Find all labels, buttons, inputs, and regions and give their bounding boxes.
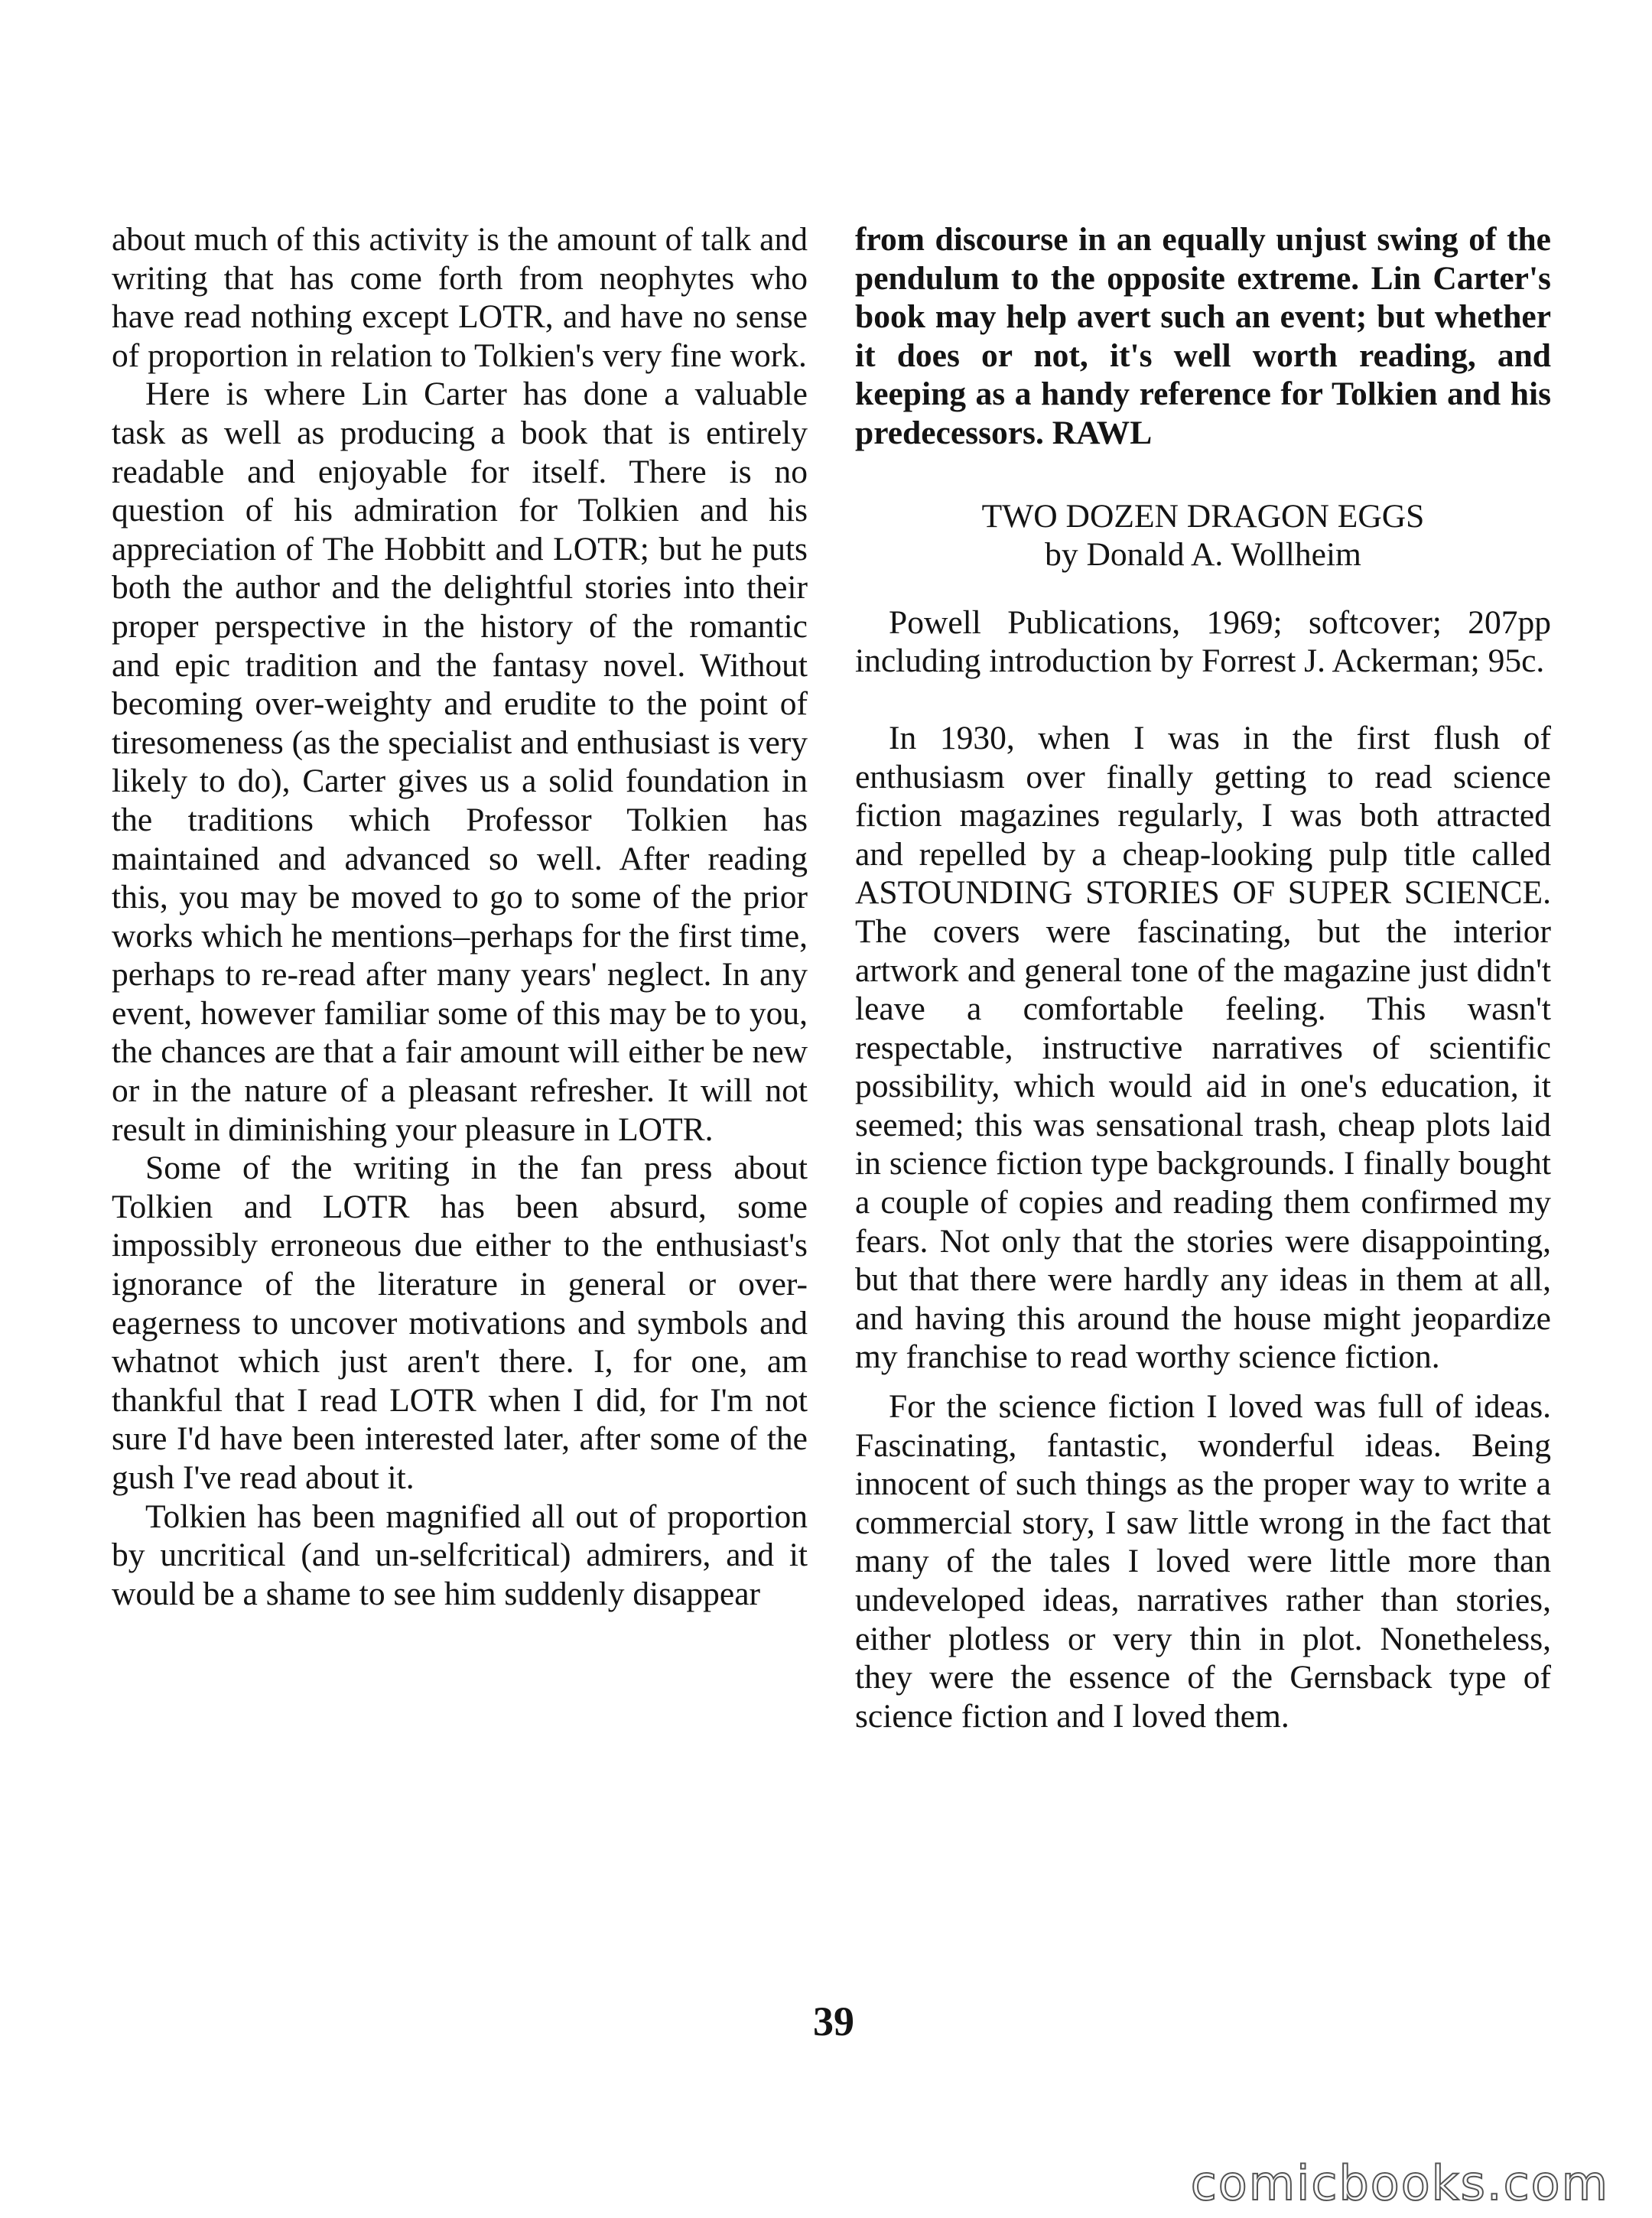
watermark: comicbooks.com	[1190, 2155, 1609, 2211]
right-paragraph-1: from discourse in an equally unjust swing of the pendulum to the opposite extreme. Lin Carter's book may help avert such an event; but whether it does or not, it's well worth reading, and keeping as a handy reference for Tolkien and his predecessors. RAWL	[855, 221, 1551, 451]
publication-info: Powell Publications, 1969; softcover; 207pp including introduction by Forrest J. Ackerman; 95c.	[855, 603, 1551, 680]
right-paragraph-2: In 1930, when I was in the first flush of enthusiasm over finally getting to read science fiction magazines regularly, I was both attracted and repelled by a cheap-looking pulp title called ASTOUNDING STORIES OF SUPER SCIENCE. The covers were fascinating, but the interior artwork and general tone of the magazine just didn't leave a comfortable feeling. This wasn't respectable, instructive narratives of scientific possibility, which would aid in one's education, it seemed; this was sensational trash, cheap plots laid in science fiction type backgrounds. I finally bought a couple of copies and reading them confirmed my fears. Not only that the stories were disappointing, but that there were hardly any ideas in them at all, and having this around the house might jeopardize my franchise to read worthy science fiction.	[855, 719, 1551, 1376]
left-paragraph-4: Tolkien has been magnified all out of proportion by uncritical (and un-selfcritical) admirers, and it would be a shame to see him suddenly disappear	[112, 1498, 808, 1612]
right-column	[855, 220, 1551, 1735]
left-paragraph-3: Some of the writing in the fan press about Tolkien and LOTR has been absurd, some impossibly erroneous due either to the enthusiast's ignorance of the literature in general or over-eagerness to uncover motivations and symbols and whatnot which just aren't there. I, for one, am thankful that I read LOTR when I did, for I'm not sure I'd have been interested later, after some of the gush I've read about it.	[112, 1150, 808, 1496]
left-column	[112, 220, 808, 1613]
review-title: TWO DOZEN DRAGON EGGS	[981, 497, 1425, 535]
review-heading	[855, 497, 1551, 574]
left-paragraph-2: Here is where Lin Carter has done a valuable task as well as producing a book that is entirely readable and enjoyable for itself. There is no question of his admiration for Tolkien and his appreciation of The Hobbitt and LOTR; but he puts both the author and the delightful stories into their proper perspective in the history of the romantic and epic tradition and the fantasy novel. Without becoming over-weighty and erudite to the point of tiresomeness (as the specialist and enthusiast is very likely to do), Carter gives us a solid foundation in the traditions which Professor Tolkien has maintained and advanced so well. After reading this, you may be moved to go to some of the prior works which he mentions–perhaps for the first time, perhaps to re-read after many years' neglect. In any event, however familiar some of this may be to you, the chances are that a fair amount will either be new or in the nature of a pleasant refresher. It will not result in diminishing your pleasure in LOTR.	[112, 376, 808, 1148]
left-paragraph-1: about much of this activity is the amount of talk and writing that has come forth from neophytes who have read nothing except LOTR, and have no sense of proportion in relation to Tolkien's very fine work.	[112, 221, 808, 374]
right-paragraph-3: For the science fiction I loved was full of ideas. Fascinating, fantastic, wonderful ideas. Being innocent of such things as the proper way to write a commercial story, I saw little wrong in the fact that many of the tales I loved were little more than undeveloped ideas, narratives rather than stories, either plotless or very thin in plot. Nonetheless, they were the essence of the Gernsback type of science fiction and I loved them.	[855, 1388, 1551, 1735]
page-number: 39	[813, 1998, 854, 2044]
review-author: by Donald A. Wollheim	[1045, 536, 1361, 574]
